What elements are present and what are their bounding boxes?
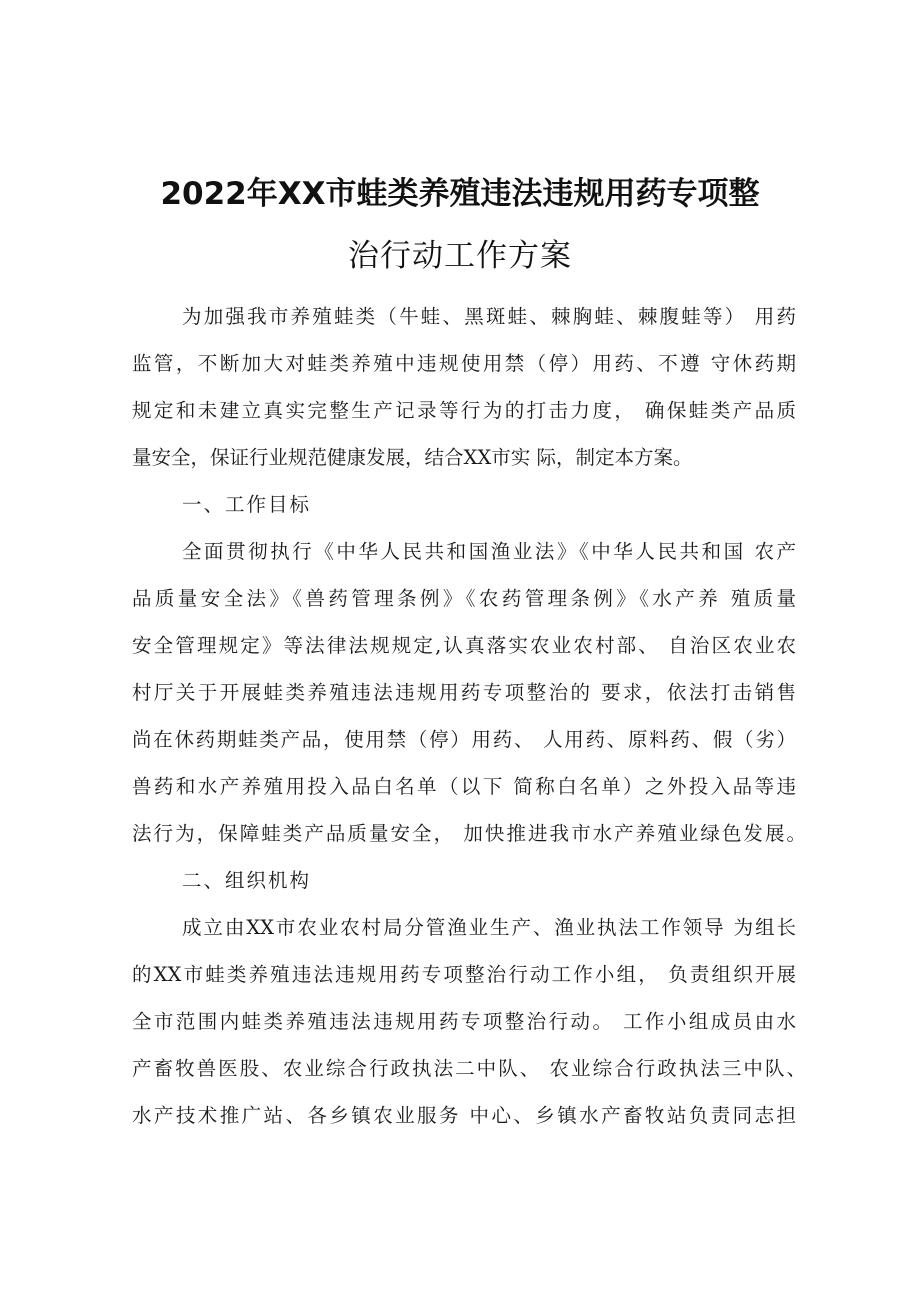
section-heading-organization: 二、组织机构 [182, 869, 312, 892]
section2-line-4: 产畜牧兽医股、农业综合行政执法二中队、 农业综合行政执法三中队、 [132, 1057, 806, 1080]
document-title-line-2: 治行动工作方案 [348, 238, 572, 274]
section1-line-2: 品质量安全法》《兽药管理条例》《农药管理条例》《水产养 殖质量 [132, 587, 796, 610]
section1-line-6: 兽药和水产养殖用投入品白名单（以下 简称白名单）之外投入品等违 [132, 775, 796, 798]
section2-line-1: 成立由XX市农业农村局分管渔业生产、渔业执法工作领导 为组长 [182, 916, 796, 939]
intro-line-4: 量安全，保证行业规范健康发展，结合XX市实 际，制定本方案。 [132, 446, 693, 469]
section1-line-3: 安全管理规定》等法律法规规定,认真落实农业农村部、 自治区农业农 [132, 634, 796, 657]
intro-line-2: 监管，不断加大对蛙类养殖中违规使用禁（停）用药、不遵 守休药期 [132, 352, 796, 375]
section2-line-3: 全市范围内蛙类养殖违法违规用药专项整治行动。 工作小组成员由水 [132, 1010, 796, 1033]
intro-line-1: 为加强我市养殖蛙类（牛蛙、黑斑蛙、棘胸蛙、棘腹蛙等） 用药 [182, 305, 796, 328]
section1-line-4: 村厅关于开展蛙类养殖违法违规用药专项整治的 要求，依法打击销售 [132, 681, 796, 704]
section2-line-5: 水产技术推广站、各乡镇农业服务 中心、乡镇水产畜牧站负责同志担 [132, 1104, 796, 1127]
section2-line-2: 的XX市蛙类养殖违法违规用药专项整治行动工作小组， 负责组织开展 [132, 963, 796, 986]
section1-line-1: 全面贯彻执行《中华人民共和国渔业法》《中华人民共和国 农产 [182, 540, 796, 563]
intro-line-3: 规定和未建立真实完整生产记录等行为的打击力度， 确保蛙类产品质 [132, 399, 796, 422]
section-heading-goals: 一、工作目标 [182, 493, 312, 516]
section1-line-7: 法行为，保障蛙类产品质量安全， 加快推进我市水产养殖业绿色发展。 [132, 822, 806, 845]
section1-line-5: 尚在休药期蛙类产品，使用禁（停）用药、 人用药、原料药、假（劣） [132, 728, 796, 751]
document-title-line-1: 2022年XX市蛙类养殖违法违规用药专项整 [160, 176, 760, 212]
